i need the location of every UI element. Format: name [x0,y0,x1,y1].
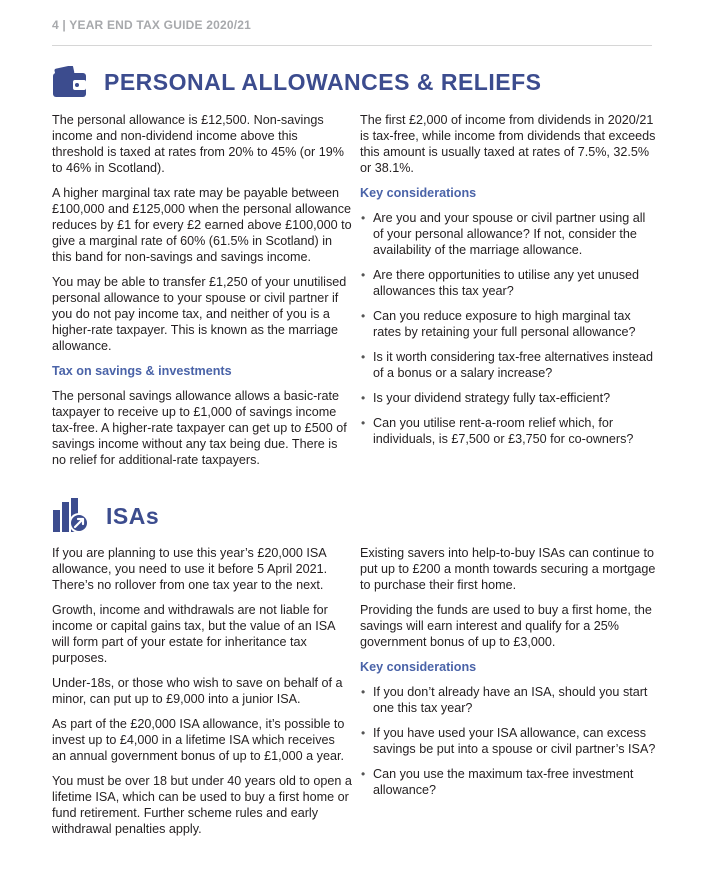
bullet-icon: • [361,726,366,740]
bullet-icon: • [361,416,366,430]
list-item: • Is your dividend strategy fully tax-efficient? [361,391,611,405]
bullet-icon: • [361,350,366,364]
paragraph: If you are planning to use this year’s £20,000 ISA allowance, you need to use it before 5 April 2021. There’s no rollover from one tax year to the next. [52,546,328,592]
list-item: • If you don’t already have an ISA, should you start one this tax year? [361,685,648,715]
list-item: • Can you reduce exposure to high marginal tax rates by retaining your full personal allowance? [361,309,636,339]
list-item: • Are you and your spouse or civil partner using all of your personal allowance? If not, consider the availability of the marriage allowance. [361,211,646,257]
section-title: PERSONAL ALLOWANCES & RELIEFS [104,68,542,95]
list-item: • Can you use the maximum tax-free investment allowance? [361,767,634,797]
subheading: Tax on savings & investments [52,364,232,378]
paragraph: As part of the £20,000 ISA allowance, it’s possible to invest up to £4,000 in a lifetime ISA which receives an annual government bonus of up to £1,000 a year. [52,717,345,763]
bullet-icon: • [361,391,366,405]
paragraph: You must be over 18 but under 40 years old to open a lifetime ISA, which can be used to buy a first home or fund retirement. Further scheme rules and early withdrawal penalties apply. [52,774,352,836]
list-item: • If you have used your ISA allowance, can excess savings be put into a spouse or civil partner’s ISA? [361,726,656,756]
growth-chart-icon [52,498,90,534]
list-item: • Is it worth considering tax-free alternatives instead of a bonus or a salary increase? [361,350,653,380]
paragraph: Growth, income and withdrawals are not liable for income or capital gains tax, but the value of an ISA will form part of your estate for inheritance tax purposes. [52,603,335,665]
paragraph: Existing savers into help-to-buy ISAs can continue to put up to £200 a month towards securing a mortgage to purchase their first home. [360,546,656,592]
section-isas-heading [52,498,159,534]
key-considerations-list [360,210,656,447]
subheading: Key considerations [360,660,477,674]
paragraph: Providing the funds are used to buy a first home, the savings will earn interest and qualify for a 25% government bonus of up to £3,000. [360,603,652,649]
bullet-icon: • [361,767,366,781]
bullet-icon: • [361,309,366,323]
section-title: ISAs [106,502,160,529]
bullet-icon: • [361,685,366,699]
section2-right-column [360,545,656,807]
list-item: • Are there opportunities to utilise any yet unused allowances this tax year? [361,268,640,298]
subheading: Key considerations [360,186,477,200]
section1-right-column [360,112,656,456]
header-divider [52,45,652,46]
page-header: 4 | YEAR END TAX GUIDE 2020/21 [52,18,251,32]
paragraph: The personal allowance is £12,500. Non-savings income and non-dividend income above this threshold is taxed at rates from 20% to 45% (or 19% to 46% in Scotland). [52,113,344,175]
paragraph: The first £2,000 of income from dividends in 2020/21 is tax-free, while income from dividends that exceeds this amount is usually taxed at rates of 7.5%, 32.5% or 38.1%. [360,113,656,175]
paragraph: The personal savings allowance allows a basic-rate taxpayer to receive up to £1,000 of savings income tax-free. A higher-rate taxpayer can get up to £500 of savings income without any tax being due. There is no relief for additional-rate taxpayers. [52,389,347,467]
paragraph: A higher marginal tax rate may be payable between £100,000 and £125,000 when the personal allowance reduces by £1 for every £2 earned above £100,000 to give a marginal rate of 60% (61.5% in Scotland) in this band for non-savings and savings income. [52,186,352,264]
bullet-icon: • [361,211,366,225]
paragraph: Under-18s, or those who wish to save on behalf of a minor, can put up to £9,000 into a junior ISA. [52,676,343,706]
section-personal-allowances-heading [52,66,541,98]
paragraph: You may be able to transfer £1,250 of your unutilised personal allowance to your spouse or civil partner if you do not pay income tax, and neither of you is a higher-rate taxpayer. This is known as the marriage allowance. [52,275,347,353]
section1-left-column [52,112,352,477]
key-considerations-list [360,684,656,798]
wallet-icon [52,66,88,98]
section2-left-column [52,545,352,846]
bullet-icon: • [361,268,366,282]
list-item: • Can you utilise rent-a-room relief which, for individuals, is £7,500 or £3,750 for co-owners? [361,416,634,446]
